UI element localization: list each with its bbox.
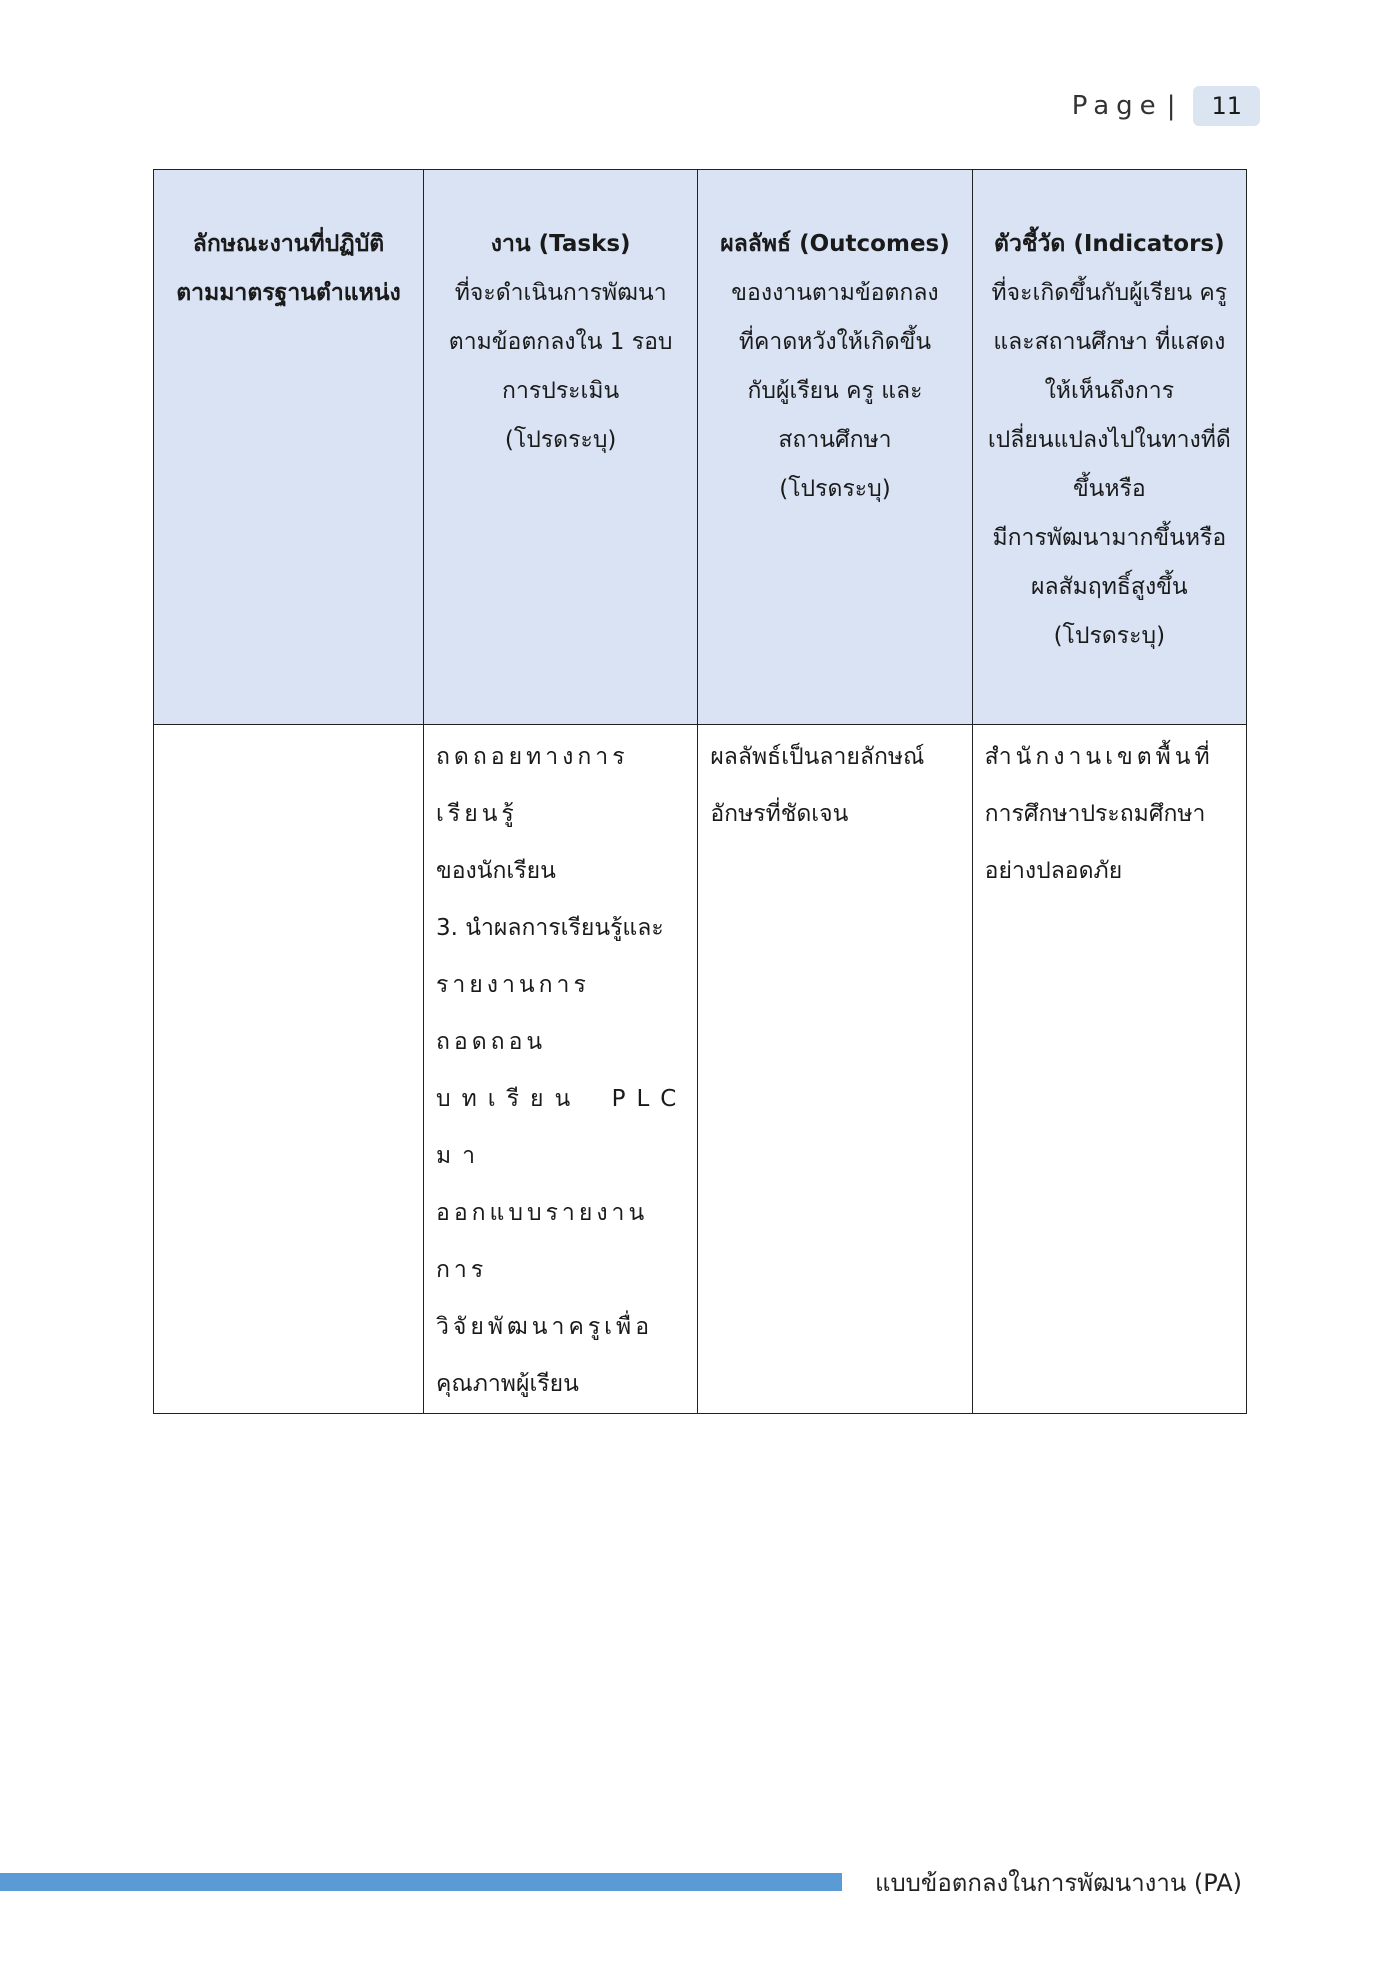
page-number-badge: 11 <box>1193 86 1260 126</box>
header-title: ผลลัพธ์ (Outcomes) <box>720 231 950 257</box>
header-line: ตามมาตรฐานตำแหน่ง <box>176 280 401 306</box>
cell-line: วิจัยพัฒนาครูเพื่อ <box>436 1314 654 1340</box>
header-cell-tasks <box>424 170 698 725</box>
cell-line: บทเรียน PLC มา <box>436 1086 688 1169</box>
header-cell-job-characteristics <box>154 170 424 725</box>
header-cell-indicators <box>972 170 1246 725</box>
cell-line: รายงานการถอดถอน <box>436 972 590 1055</box>
page-header <box>1072 86 1260 126</box>
header-line: (โปรดระบุ) <box>504 427 617 453</box>
header-line: ขึ้นหรือ <box>1072 476 1146 502</box>
table-header-row <box>154 170 1247 725</box>
header-line: (โปรดระบุ) <box>779 476 891 502</box>
header-line: ที่จะดำเนินการพัฒนา <box>454 280 667 306</box>
header-line: และสถานศึกษา ที่แสดง <box>993 329 1226 355</box>
header-title: งาน (Tasks) <box>490 231 631 257</box>
footer-title: แบบข้อตกลงในการพัฒนางาน (PA) <box>874 1869 1242 1897</box>
table-row <box>154 725 1247 1414</box>
cell-job-characteristics <box>154 725 424 1414</box>
header-line: ของงานตามข้อตกลง <box>731 280 939 306</box>
cell-line: สำนักงานเขตพื้นที่ <box>984 744 1214 770</box>
cell-indicators <box>972 725 1246 1414</box>
footer-accent-bar <box>0 1873 842 1891</box>
header-line: ที่คาดหวังให้เกิดขึ้น <box>738 329 932 355</box>
header-line: (โปรดระบุ) <box>1053 623 1166 649</box>
page-separator: | <box>1166 91 1176 121</box>
cell-line: คุณภาพผู้เรียน <box>436 1371 579 1397</box>
header-line: ผลสัมฤทธิ์สูงขึ้น <box>1031 574 1188 600</box>
cell-line: อย่างปลอดภัย <box>984 858 1123 884</box>
header-line: เปลี่ยนแปลงไปในทางที่ดี <box>987 427 1231 453</box>
header-line: ให้เห็นถึงการ <box>1044 378 1175 404</box>
page-label: Page <box>1071 91 1163 121</box>
header-line: ที่จะเกิดขึ้นกับผู้เรียน ครู <box>991 280 1228 306</box>
cell-line: การศึกษาประถมศึกษา <box>984 801 1206 827</box>
header-title: ตัวชี้วัด (Indicators) <box>994 231 1225 257</box>
header-line: มีการพัฒนามากขึ้นหรือ <box>992 525 1227 551</box>
cell-tasks <box>424 725 698 1414</box>
cell-outcomes <box>698 725 972 1414</box>
cell-line: อักษรที่ชัดเจน <box>710 801 849 827</box>
cell-line: ของนักเรียน <box>436 858 556 884</box>
cell-line: 3. นำผลการเรียนรู้และ <box>436 915 664 941</box>
pa-agreement-table <box>153 169 1247 1414</box>
header-line: การประเมิน <box>502 378 620 404</box>
header-title: ลักษณะงานที่ปฏิบัติ <box>192 231 385 257</box>
header-line: สถานศึกษา <box>778 427 892 453</box>
header-cell-outcomes <box>698 170 972 725</box>
header-line: กับผู้เรียน ครู และ <box>747 378 923 404</box>
cell-line: ถดถอยทางการเรียนรู้ <box>436 744 629 827</box>
cell-line: ผลลัพธ์เป็นลายลักษณ์ <box>710 744 925 770</box>
cell-line: ออกแบบรายงานการ <box>436 1200 649 1283</box>
header-line: ตามข้อตกลงใน 1 รอบ <box>448 329 673 355</box>
